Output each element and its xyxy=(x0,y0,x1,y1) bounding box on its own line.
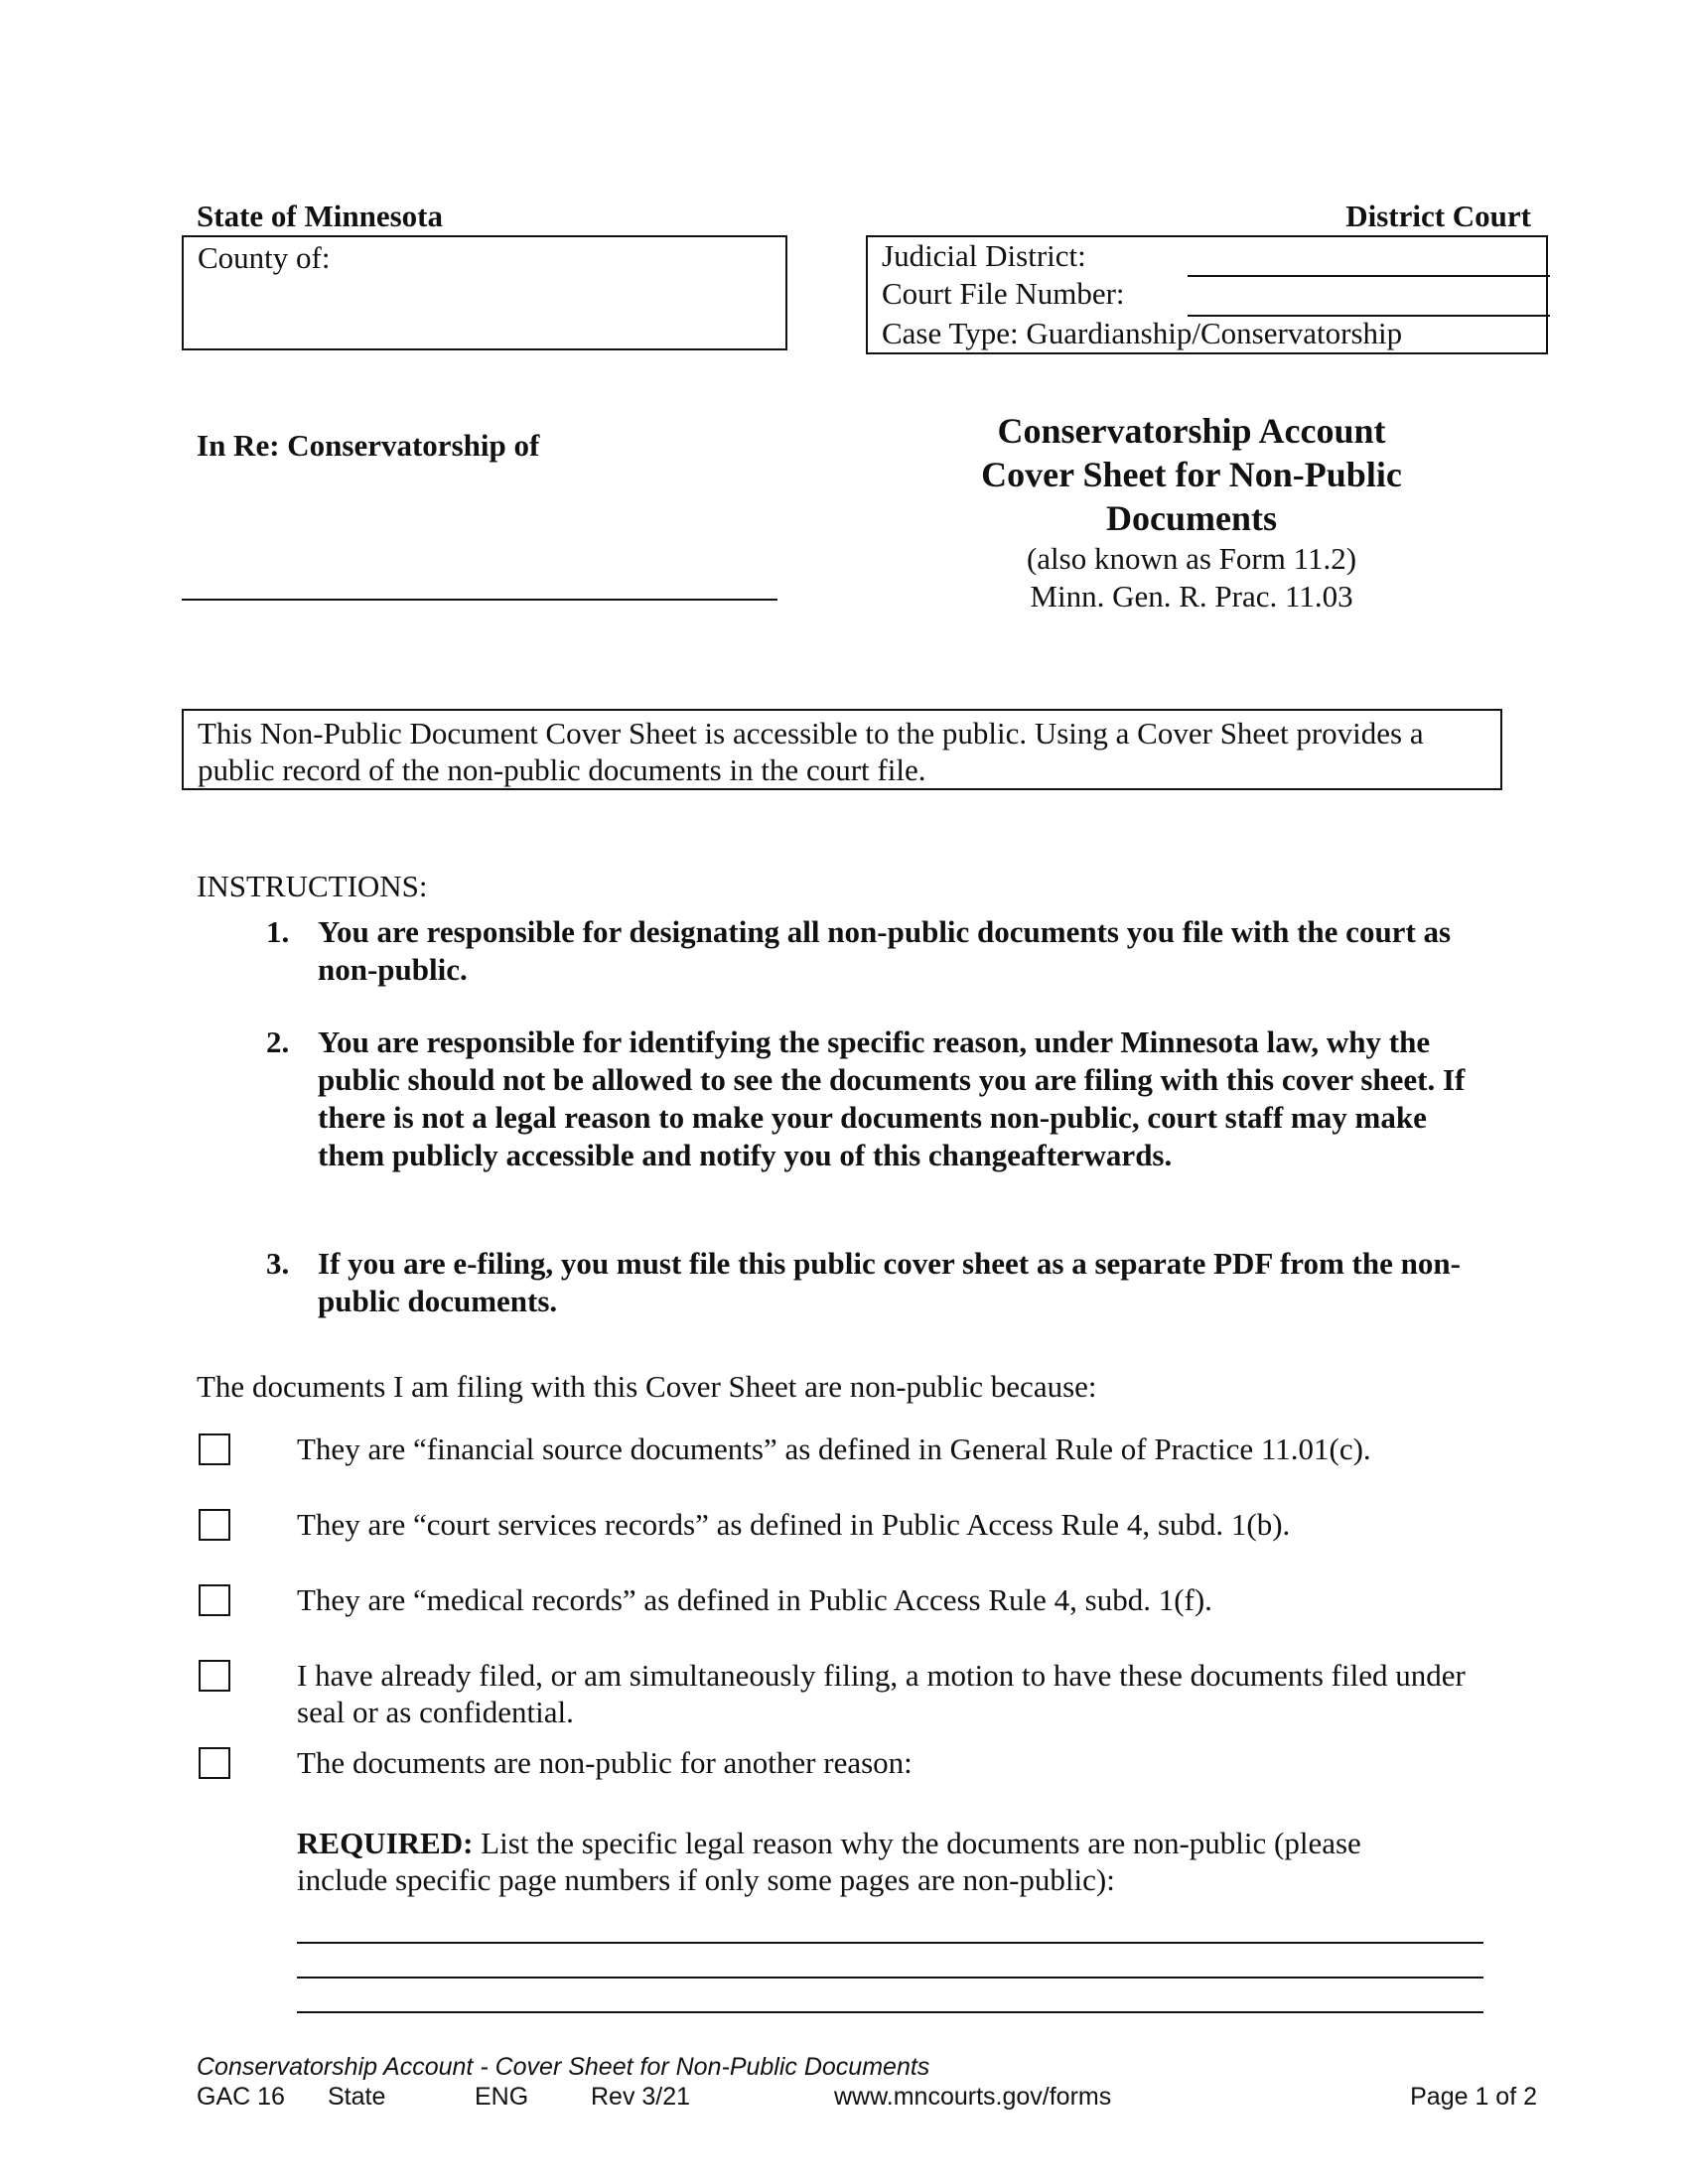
instruction-item xyxy=(266,1245,1497,1320)
reason-write-line[interactable] xyxy=(297,1977,1483,1979)
option-court-services: They are “court services records” as defined in Public Access Rule 4, subd. 1(b). xyxy=(297,1507,1291,1542)
instructions-heading: INSTRUCTIONS: xyxy=(197,869,428,903)
option-financial-source: They are “financial source documents” as defined in General Rule of Practice 11.01(c). xyxy=(297,1432,1371,1466)
required-instruction xyxy=(297,1825,1439,1898)
footer-title: Conservatorship Account - Cover Sheet for Non-Public Documents xyxy=(197,2053,930,2081)
county-box[interactable] xyxy=(182,235,787,350)
title-line-1: Conservatorship Account xyxy=(997,411,1386,451)
reason-write-line[interactable] xyxy=(297,2011,1483,2013)
instruction-text: If you are e-filing, you must file this public cover sheet as a separate PDF from the non-public documents. xyxy=(318,1246,1461,1318)
instruction-number: 3. xyxy=(266,1246,290,1281)
option-motion-filed: I have already filed, or am simultaneously filing, a motion to have these documents filed under seal or as confidential. xyxy=(297,1658,1466,1729)
option-other-reason: The documents are non-public for another reason: xyxy=(297,1745,913,1780)
court-label: District Court xyxy=(1345,199,1531,233)
instruction-number: 1. xyxy=(266,914,290,949)
public-notice-box xyxy=(182,709,1502,790)
footer-jurisdiction: State xyxy=(328,2083,386,2111)
title-line-3: Documents xyxy=(1106,498,1277,538)
footer-page-number: Page 1 of 2 xyxy=(1410,2083,1537,2111)
case-info-box xyxy=(866,235,1548,354)
instruction-item xyxy=(266,1024,1497,1174)
reasons-intro: The documents I am filing with this Cover Sheet are non-public because: xyxy=(197,1369,1097,1404)
county-label: County of: xyxy=(198,240,331,275)
title-aka: (also known as Form 11.2) xyxy=(1026,541,1357,576)
instruction-item xyxy=(266,913,1497,989)
instruction-text: You are responsible for identifying the specific reason, under Minnesota law, why the public should not be allowed to see the documents you are filing with this cover sheet. If there is not a legal reason to make your documents non-public, court staff may make them publicly accessible and notify you of this changeafterwards. xyxy=(318,1024,1466,1172)
footer-website-link[interactable]: www.mncourts.gov/forms xyxy=(834,2083,1112,2111)
in-re-label: In Re: Conservatorship of xyxy=(197,428,540,463)
option-medical-records: They are “medical records” as defined in Public Access Rule 4, subd. 1(f). xyxy=(297,1582,1212,1617)
court-file-number-label: Court File Number: xyxy=(882,276,1125,311)
required-text: List the specific legal reason why the documents are non-public (please include specific page numbers if only some pages are non-public): xyxy=(297,1826,1361,1897)
title-rule: Minn. Gen. R. Prac. 11.03 xyxy=(1030,579,1353,614)
instruction-number: 2. xyxy=(266,1024,290,1059)
title-line-2: Cover Sheet for Non-Public xyxy=(981,455,1402,494)
financial-source-checkbox[interactable] xyxy=(199,1433,230,1465)
form-title xyxy=(864,409,1519,615)
state-label: State of Minnesota xyxy=(197,199,443,233)
case-type-label: Case Type: Guardianship/Conservatorship xyxy=(882,316,1403,350)
required-label: REQUIRED: xyxy=(297,1826,474,1860)
public-notice-text: This Non-Public Document Cover Sheet is accessible to the public. Using a Cover Sheet provides a public record of the non-public documents in the court file. xyxy=(198,716,1424,787)
conservatee-name-field[interactable] xyxy=(182,599,777,601)
instruction-text: You are responsible for designating all non-public documents you file with the court as non-public. xyxy=(318,914,1452,987)
footer-form-code: GAC 16 xyxy=(197,2083,285,2111)
other-reason-checkbox[interactable] xyxy=(199,1747,230,1779)
motion-filed-checkbox[interactable] xyxy=(199,1660,230,1692)
medical-records-checkbox[interactable] xyxy=(199,1584,230,1616)
judicial-district-field[interactable] xyxy=(1188,275,1550,277)
footer-revision: Rev 3/21 xyxy=(591,2083,691,2111)
footer-language: ENG xyxy=(475,2083,529,2111)
judicial-district-label: Judicial District: xyxy=(882,238,1086,273)
court-services-checkbox[interactable] xyxy=(199,1509,230,1541)
reason-write-line[interactable] xyxy=(297,1942,1483,1944)
